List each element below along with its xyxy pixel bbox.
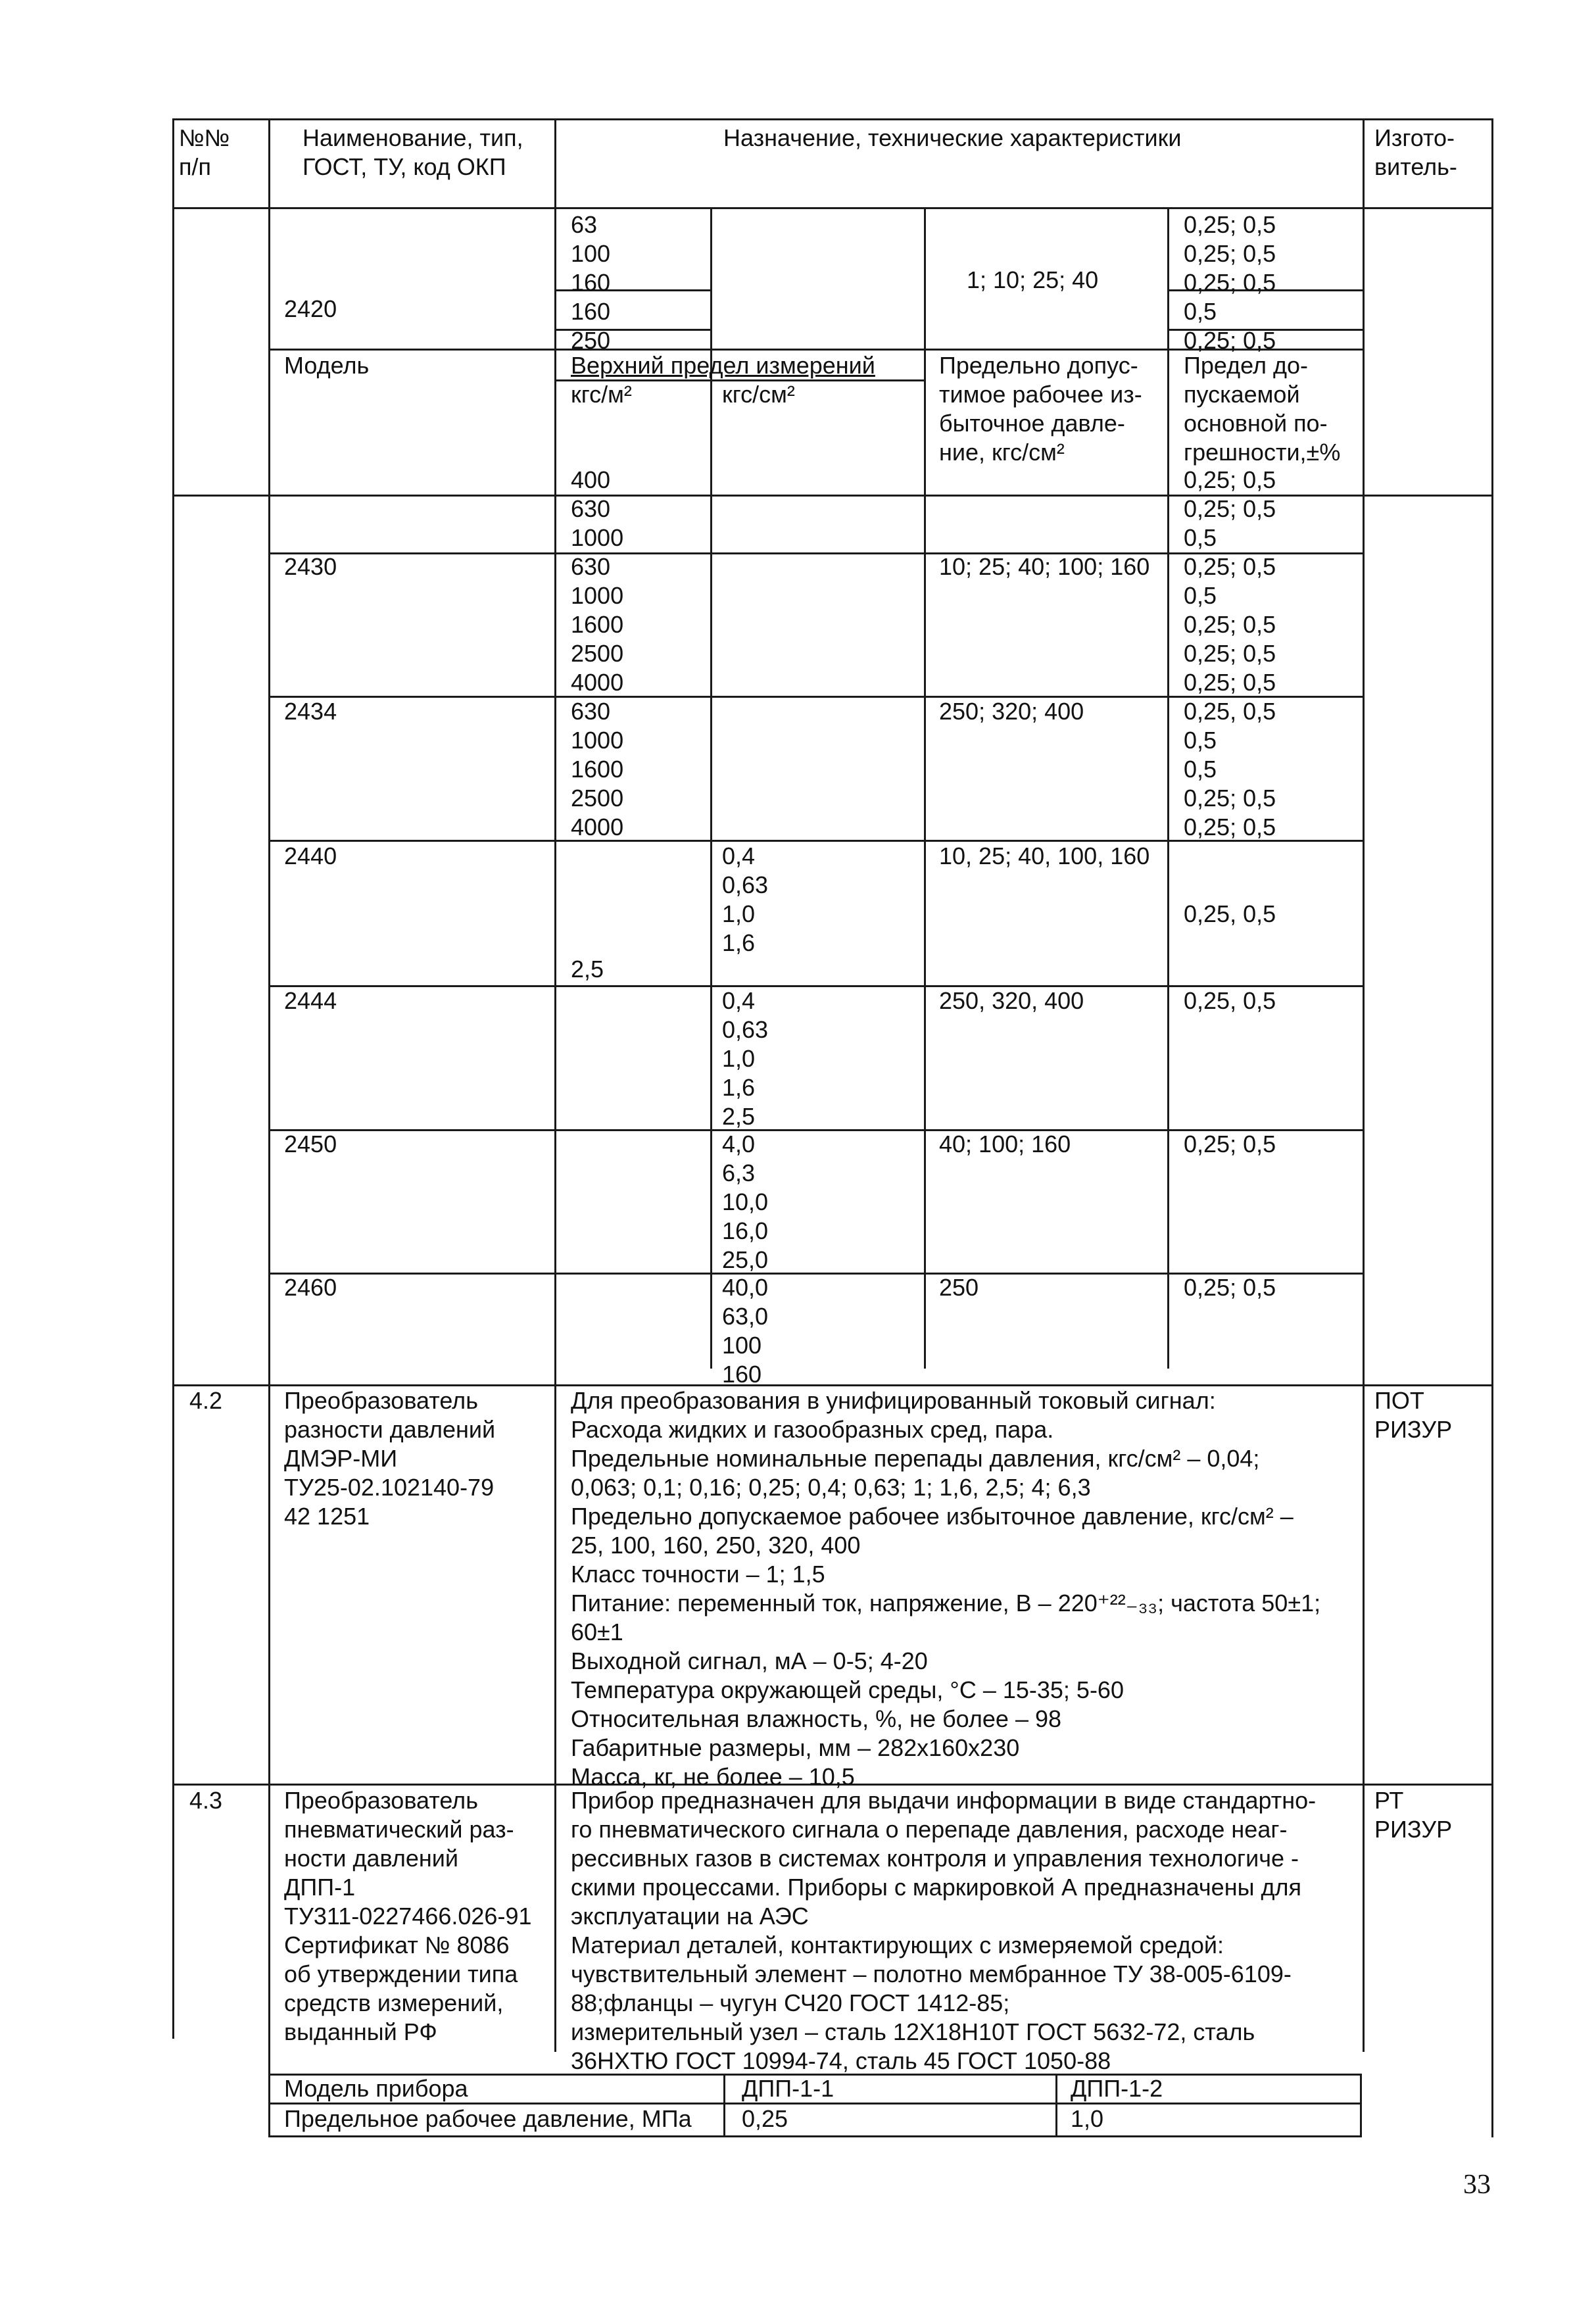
header-name: Наименование, тип, ГОСТ, ТУ, код ОКП: [302, 124, 523, 180]
table-border: [172, 207, 1493, 209]
pressure-1: 0,25: [742, 2105, 788, 2132]
subheader-kgf-m2: кгс/м²: [571, 381, 632, 408]
table-border: [1167, 207, 1169, 1369]
model-error: 0,25, 0,5 0,5 0,5 0,25; 0,5 0,25; 0,5: [1184, 698, 1276, 840]
ranges-cell: 63 100 160 160 250: [571, 211, 611, 354]
model-kgf-m2: 400 630 1000: [571, 466, 624, 551]
pressure-cell: 1; 10; 25; 40: [967, 266, 1099, 293]
item-maker: РТ РИЗУР: [1374, 1787, 1453, 1843]
table-border: [1055, 2074, 1057, 2137]
model-number: 2434: [284, 698, 337, 725]
model-error: 0,25; 0,5 0,5 0,25; 0,5 0,25; 0,5 0,25; 0,5: [1184, 553, 1276, 696]
subheader-upper-limit: Верхний предел измерений: [571, 352, 875, 379]
table-border: [1363, 118, 1365, 2052]
model-kgf-cm2: 0,4 0,63 1,0 1,6 2,5: [722, 987, 769, 1130]
model-kgf-cm2: 40,0 63,0 100 160: [722, 1274, 769, 1388]
model-pressure: 250, 320, 400: [939, 987, 1084, 1014]
subheader-max-error: Предел до- пускаемой основной по- грешности,±%: [1184, 352, 1341, 466]
model-pressure: 40; 100; 160: [939, 1131, 1071, 1157]
table-border: [1491, 118, 1493, 2137]
header-maker: Изгото- витель-: [1374, 124, 1457, 180]
subheader-model: Модель: [284, 352, 370, 379]
subheader-max-pressure: Предельно допус- тимое рабочее из- быточное давле- ние, кгс/см²: [939, 352, 1142, 466]
table-border: [172, 495, 1493, 497]
model-number: 2430: [284, 553, 337, 580]
item-maker: ПОТ РИЗУР: [1374, 1387, 1453, 1443]
pressure-label: Предельное рабочее давление, МПа: [284, 2105, 692, 2132]
item-name: Преобразователь разности давлений ДМЭР-МИ ТУ25-02.102140-79 42 1251: [284, 1387, 496, 1530]
model-kgf-m2: 2,5: [571, 956, 604, 983]
table-border: [268, 118, 270, 2137]
header-number: №№ п/п: [179, 124, 230, 180]
model-number: 2450: [284, 1131, 337, 1157]
model-error: 0,25, 0,5: [1184, 900, 1276, 927]
model-kgf-m2: 630 1000 1600 2500 4000: [571, 698, 624, 840]
model-cell: 2420: [284, 295, 337, 322]
model-number: 2440: [284, 842, 337, 869]
model-1: ДПП-1-1: [742, 2075, 834, 2102]
model-error: 0,25, 0,5: [1184, 987, 1276, 1014]
header-purpose: Назначение, технические характеристики: [723, 124, 1182, 151]
table-border: [924, 207, 926, 1369]
model-2: ДПП-1-2: [1071, 2075, 1163, 2102]
model-pressure: 250: [939, 1274, 979, 1301]
model-pressure: 10, 25; 40, 100, 160: [939, 842, 1150, 869]
model-label: Модель прибора: [284, 2075, 468, 2102]
model-kgf-cm2: 4,0 6,3 10,0 16,0 25,0: [722, 1131, 769, 1273]
table-border: [172, 118, 1493, 120]
model-number: 2460: [284, 1274, 337, 1301]
table-border: [268, 2135, 1362, 2137]
model-error: 0,25; 0,5: [1184, 1274, 1276, 1301]
model-number: 2444: [284, 987, 337, 1014]
model-pressure: 10; 25; 40; 100; 160: [939, 553, 1150, 580]
table-border: [1360, 2074, 1362, 2137]
table-border: [554, 118, 556, 2052]
item-name: Преобразователь пневматический раз- ности давлений ДПП-1 ТУ311-0227466.026-91 Сертификат № 8086 об утверждении типа средств измерений, выданный РФ: [284, 1787, 532, 2045]
pressure-2: 1,0: [1071, 2105, 1104, 2132]
error-cell: 0,25; 0,5 0,25; 0,5 0,25; 0,5 0,5 0,25; 0,5: [1184, 211, 1276, 354]
table-border: [172, 118, 174, 2039]
item-number: 4.3: [189, 1787, 223, 1814]
model-error: 0,25; 0,5 0,25; 0,5 0,5: [1184, 466, 1276, 551]
item-number: 4.2: [189, 1387, 223, 1414]
subheader-kgf-cm2: кгс/см²: [722, 381, 795, 408]
page-number: 33: [1463, 2170, 1491, 2200]
model-pressure: 250; 320; 400: [939, 698, 1084, 725]
item-description: Для преобразования в унифицированный токовый сигнал: Расхода жидких и газообразных сред, пара. Предельные номинальные перепады давления, кгс/см² – 0,04; 0,063; 0,1; 0,16; 0,25; 0,4; 0,63; 1; 1,6, 2,5; 4; 6,3 Предельно допускаемое рабочее избыточное давление, кгс/см² – 25, 100, 160, 250, 320, 400 Класс точности – 1; 1,5 Питание: переменный ток, напряжение, В – 220⁺²²₋₃₃; частота 50±1; 60±1 Выходной сигнал, мА – 0-5; 4-20 Температура окружающей среды, °С – 15-35; 5-60 Относительная влажность, %, не более – 98 Габаритные размеры, мм – 282х160х230 Масса, кг, не более – 10,5: [571, 1387, 1321, 1790]
model-kgf-cm2: 0,4 0,63 1,0 1,6: [722, 842, 769, 956]
model-error: 0,25; 0,5: [1184, 1131, 1276, 1157]
model-kgf-m2: 630 1000 1600 2500 4000: [571, 553, 624, 696]
table-border: [723, 2074, 725, 2137]
item-description: Прибор предназначен для выдачи информации в виде стандартно- го пневматического сигнала о перепаде давления, расходе неаг- рессивных газов в системах контроля и управления технологиче - скими процессами. Приборы с маркировкой А предназначены для эксплуатации на АЭС Материал деталей, контактирующих с измеряемой средой: чувствительный элемент – полотно мембранное ТУ 38-005-6109- 88;фланцы – чугун СЧ20 ГОСТ 1412-85; измерительный узел – сталь 12Х18Н10Т ГОСТ 5632-72, сталь 36НХТЮ ГОСТ 10994-74, сталь 45 ГОСТ 1050-88: [571, 1787, 1317, 2074]
